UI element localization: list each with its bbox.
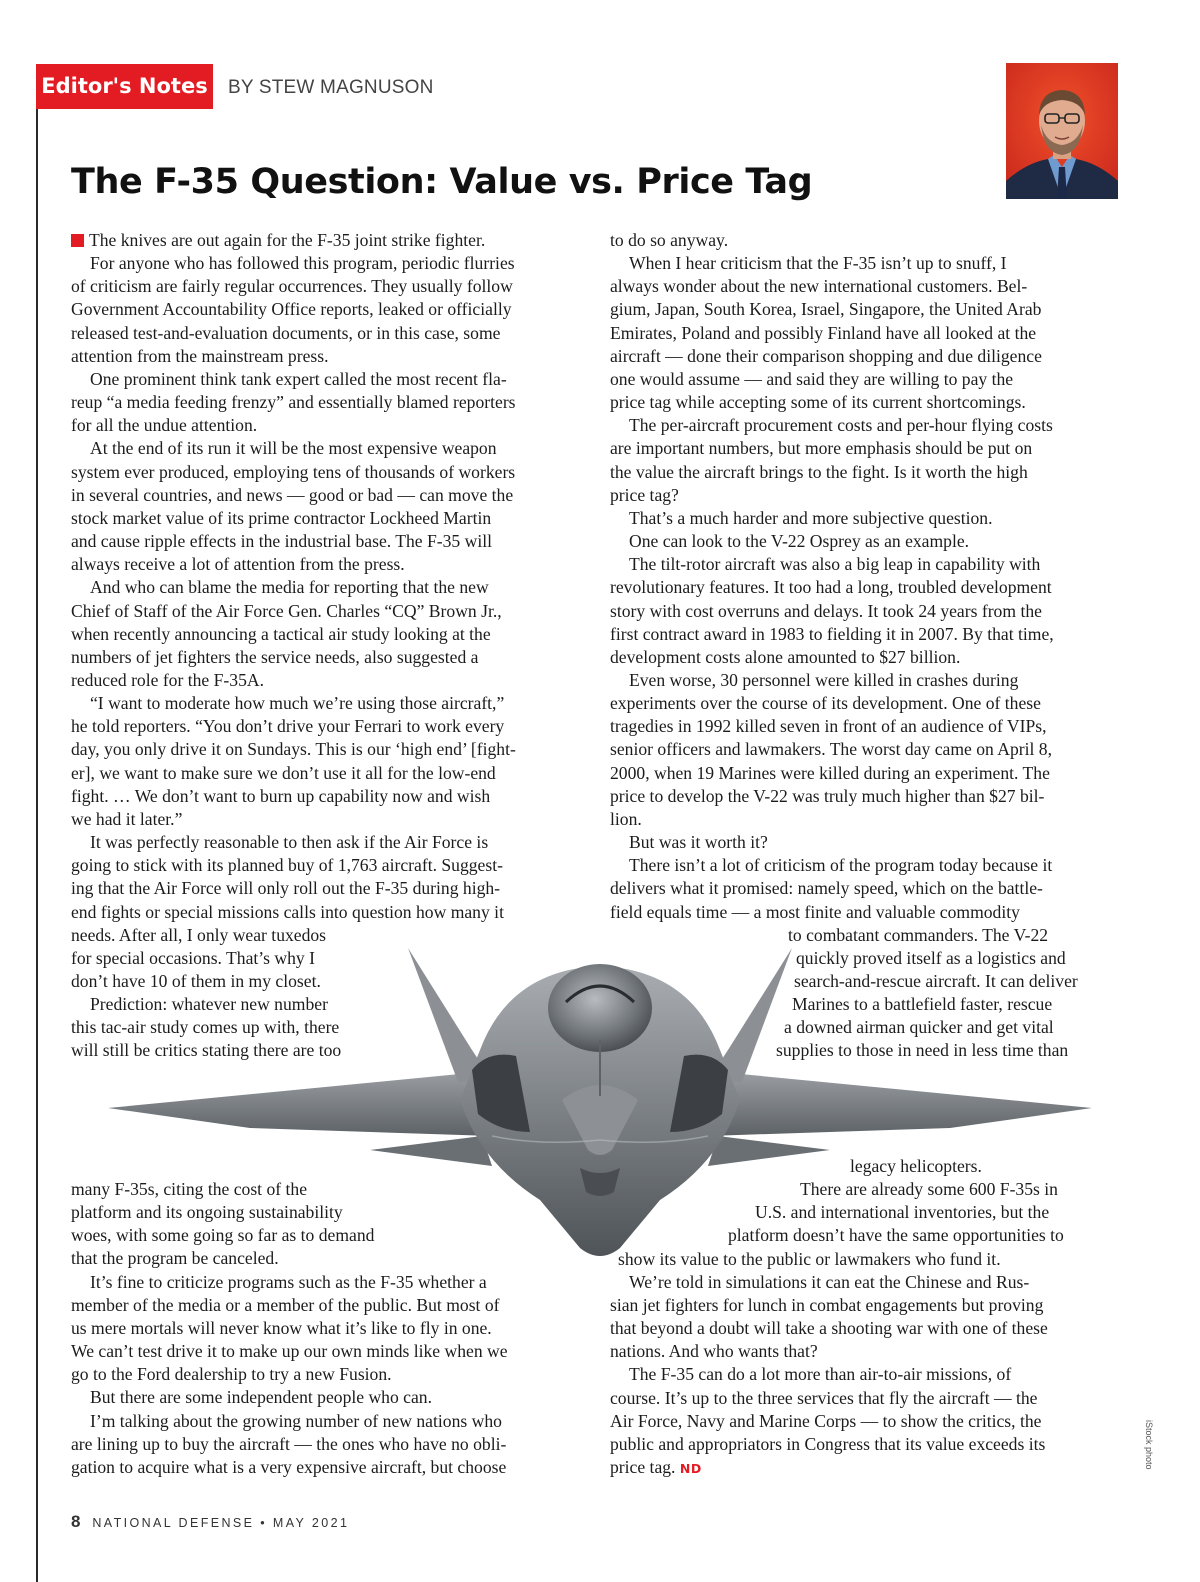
text-line: Emirates, Poland and possibly Finland have all looked at the — [610, 322, 1037, 343]
text-line: end fights or special missions calls into question how many it — [71, 901, 504, 922]
text-line: and cause ripple effects in the industrial base. The F-35 will — [71, 531, 492, 552]
text-line: we had it later.” — [71, 808, 183, 829]
text-line: for all the undue attention. — [71, 415, 258, 436]
text-line: that the program be canceled. — [71, 1248, 279, 1269]
text-line: the value the aircraft brings to the fight. Is it worth the high — [610, 461, 1028, 482]
text-line: price to develop the V-22 was truly much higher than $27 bil- — [610, 785, 1045, 806]
text-line: Prediction: whatever new number — [90, 994, 328, 1015]
text-line: one would assume — and said they are willing to pay the — [610, 368, 1014, 389]
text-line: It was perfectly reasonable to then ask if the Air Force is — [90, 832, 489, 853]
lead-square-icon — [71, 234, 84, 247]
text-line — [610, 1456, 1064, 1480]
text-line: U.S. and international inventories, but the — [755, 1202, 1050, 1223]
text-line: go to the Ford dealership to try a new Fusion. — [71, 1364, 392, 1385]
text-line: that beyond a doubt will take a shooting war with one of these — [610, 1318, 1048, 1339]
page-footer — [71, 1512, 349, 1532]
issue-date: MAY 2021 — [272, 1516, 350, 1530]
text-line: released test-and-evaluation documents, or in this case, some — [71, 322, 501, 343]
text-line: going to stick with its planned buy of 1,763 aircraft. Suggest- — [71, 855, 503, 876]
text-line: The F-35 can do a lot more than air-to-air missions, of — [629, 1364, 1012, 1385]
text-line: “I want to moderate how much we’re using those aircraft,” — [90, 693, 505, 714]
text-line: fight. … We don’t want to burn up capability now and wish — [71, 785, 491, 806]
text-line: don’t have 10 of them in my closet. — [71, 971, 321, 991]
text-line: gium, Japan, South Korea, Israel, Singapore, the United Arab — [610, 299, 1042, 320]
text-line: this tac-air study comes up with, there — [71, 1017, 340, 1038]
text-line: revolutionary features. It too had a long, troubled development — [610, 577, 1052, 598]
text-line: One prominent think tank expert called the most recent fla- — [90, 368, 507, 389]
text-line: stock market value of its prime contractor Lockheed Martin — [71, 507, 492, 528]
text-line: When I hear criticism that the F-35 isn’t up to snuff, I — [629, 253, 1007, 274]
text-line: Chief of Staff of the Air Force Gen. Charles “CQ” Brown Jr., — [71, 600, 502, 621]
photo-credit-text: iStock photo — [1144, 1420, 1154, 1470]
text-line: Government Accountability Office reports, leaked or officially — [71, 299, 512, 320]
text-line: always wonder about the new international customers. Bel- — [610, 276, 1028, 297]
text-line: There isn’t a lot of criticism of the program today because it — [629, 855, 1053, 876]
text-line: first contract award in 1983 to fielding it in 2007. By that time, — [610, 623, 1054, 644]
column-1-bottom — [71, 1178, 508, 1479]
text-line: aircraft — done their comparison shopping and due diligence — [610, 345, 1042, 366]
text-line: show its value to the public or lawmakers who fund it. — [618, 1248, 1001, 1269]
end-mark: ND — [679, 1461, 702, 1477]
left-margin-rule — [36, 66, 38, 1582]
text-line: But there are some independent people who can. — [90, 1387, 432, 1408]
column-2-bottom — [610, 1155, 1064, 1480]
final-line-text: price tag. — [610, 1457, 676, 1478]
text-line: The tilt-rotor aircraft was also a big leap in capability with — [629, 554, 1041, 575]
text-line: he told reporters. “You don’t drive your Ferrari to work every — [71, 716, 505, 737]
text-line: price tag while accepting some of its current shortcomings. — [610, 392, 1026, 413]
text-line: quickly proved itself as a logistics and — [796, 947, 1066, 968]
text-line: price tag? — [610, 484, 679, 505]
text-line: search-and-rescue aircraft. It can deliver — [794, 971, 1078, 991]
text-line: for special occasions. That’s why I — [71, 947, 315, 968]
text-line: a downed airman quicker and get vital — [784, 1017, 1054, 1038]
lead-line-text: The knives are out again for the F-35 joint strike fighter. — [89, 230, 486, 250]
text-line: platform and its ongoing sustainability — [71, 1202, 343, 1223]
text-line: to do so anyway. — [610, 230, 729, 250]
text-line: delivers what it promised: namely speed, which on the battle- — [610, 878, 1043, 899]
text-line: Marines to a battlefield faster, rescue — [792, 994, 1053, 1015]
text-line: story with cost overruns and delays. It took 24 years from the — [610, 600, 1042, 621]
text-line: lion. — [610, 808, 642, 829]
text-line: development costs alone amounted to $27 billion. — [610, 646, 961, 667]
publication-name: NATIONAL DEFENSE — [92, 1516, 255, 1530]
text-line: field equals time — a most finite and valuable commodity — [610, 901, 1020, 922]
text-line: The per-aircraft procurement costs and per-hour flying costs — [629, 415, 1053, 436]
text-line: legacy helicopters. — [850, 1156, 982, 1176]
text-line: us mere mortals will never know what it’s like to fly in one. — [71, 1317, 492, 1338]
text-line: numbers of jet fighters the service needs, also suggested a — [71, 646, 479, 667]
text-line — [71, 229, 516, 252]
text-line: Even worse, 30 personnel were killed in crashes during — [629, 669, 1019, 690]
text-line: We can’t test drive it to make up our own minds like when we — [71, 1341, 508, 1362]
author-photo — [1006, 63, 1118, 199]
text-line: tragedies in 1992 killed seven in front of an audience of VIPs, — [610, 716, 1047, 737]
footer-separator: • — [260, 1516, 268, 1530]
text-line: We’re told in simulations it can eat the Chinese and Rus- — [629, 1271, 1030, 1292]
text-line: senior officers and lawmakers. The worst day came on April 8, — [610, 739, 1052, 760]
text-line: are lining up to buy the aircraft — the ones who have no obli- — [71, 1433, 507, 1454]
text-line: sian jet fighters for lunch in combat engagements but proving — [610, 1294, 1044, 1315]
text-line: nations. And who wants that? — [610, 1341, 818, 1362]
text-line: always receive a lot of attention from the press. — [71, 554, 405, 575]
text-line: needs. After all, I only wear tuxedos — [71, 924, 327, 945]
text-line: But was it worth it? — [629, 832, 768, 853]
text-line: reduced role for the F-35A. — [71, 669, 264, 690]
text-line: system ever produced, employing tens of thousands of workers — [71, 461, 516, 482]
text-line: gation to acquire what is a very expensive aircraft, but choose — [71, 1456, 507, 1477]
text-line: day, you only drive it on Sundays. This is our ‘high end’ [fight- — [71, 739, 516, 760]
text-line: That’s a much harder and more subjective question. — [629, 507, 993, 528]
text-line: member of the media or a member of the public. But most of — [71, 1294, 500, 1315]
text-line: supplies to those in need in less time than — [776, 1040, 1069, 1061]
text-line: There are already some 600 F-35s in — [800, 1179, 1058, 1200]
page-number: 8 — [71, 1512, 81, 1531]
byline: BY STEW MAGNUSON — [228, 77, 434, 98]
text-line: experiments over the course of its development. One of these — [610, 693, 1041, 714]
article-headline: The F-35 Question: Value vs. Price Tag — [71, 162, 813, 202]
text-line: 2000, when 19 Marines were killed during an experiment. The — [610, 762, 1050, 783]
text-line: are important numbers, but more emphasis should be put on — [610, 438, 1033, 459]
text-line: attention from the mainstream press. — [71, 345, 329, 366]
text-line: in several countries, and news — good or bad — can move the — [71, 484, 514, 505]
text-line: ing that the Air Force will only roll out the F-35 during high- — [71, 878, 501, 899]
text-line: And who can blame the media for reporting that the new — [90, 577, 489, 598]
text-line: It’s fine to criticize programs such as the F-35 whether a — [90, 1271, 487, 1292]
section-badge: Editor's Notes — [36, 64, 213, 109]
text-line: At the end of its run it will be the most expensive weapon — [90, 438, 497, 459]
text-line: course. It’s up to the three services that fly the aircraft — the — [610, 1387, 1038, 1408]
text-line: when recently announcing a tactical air study looking at the — [71, 623, 491, 644]
text-line: of criticism are fairly regular occurrences. They usually follow — [71, 276, 513, 297]
text-line: platform doesn’t have the same opportunities to — [728, 1225, 1064, 1246]
text-line: I’m talking about the growing number of new nations who — [90, 1410, 502, 1431]
text-line: will still be critics stating there are too — [71, 1040, 342, 1061]
text-line: many F-35s, citing the cost of the — [71, 1179, 308, 1199]
text-line: For anyone who has followed this program, periodic flurries — [90, 253, 515, 274]
text-line: woes, with some going so far as to demand — [71, 1225, 375, 1246]
text-line: One can look to the V-22 Osprey as an example. — [629, 531, 970, 552]
text-line: to combatant commanders. The V-22 — [788, 924, 1049, 945]
text-line: public and appropriators in Congress that its value exceeds its — [610, 1433, 1046, 1454]
text-line: Air Force, Navy and Marine Corps — to show the critics, the — [610, 1410, 1042, 1431]
text-line: er], we want to make sure we don’t use it all for the low-end — [71, 762, 496, 783]
photo-credit — [1140, 1420, 1180, 1480]
text-line: reup “a media feeding frenzy” and essentially blamed reporters — [71, 392, 516, 413]
